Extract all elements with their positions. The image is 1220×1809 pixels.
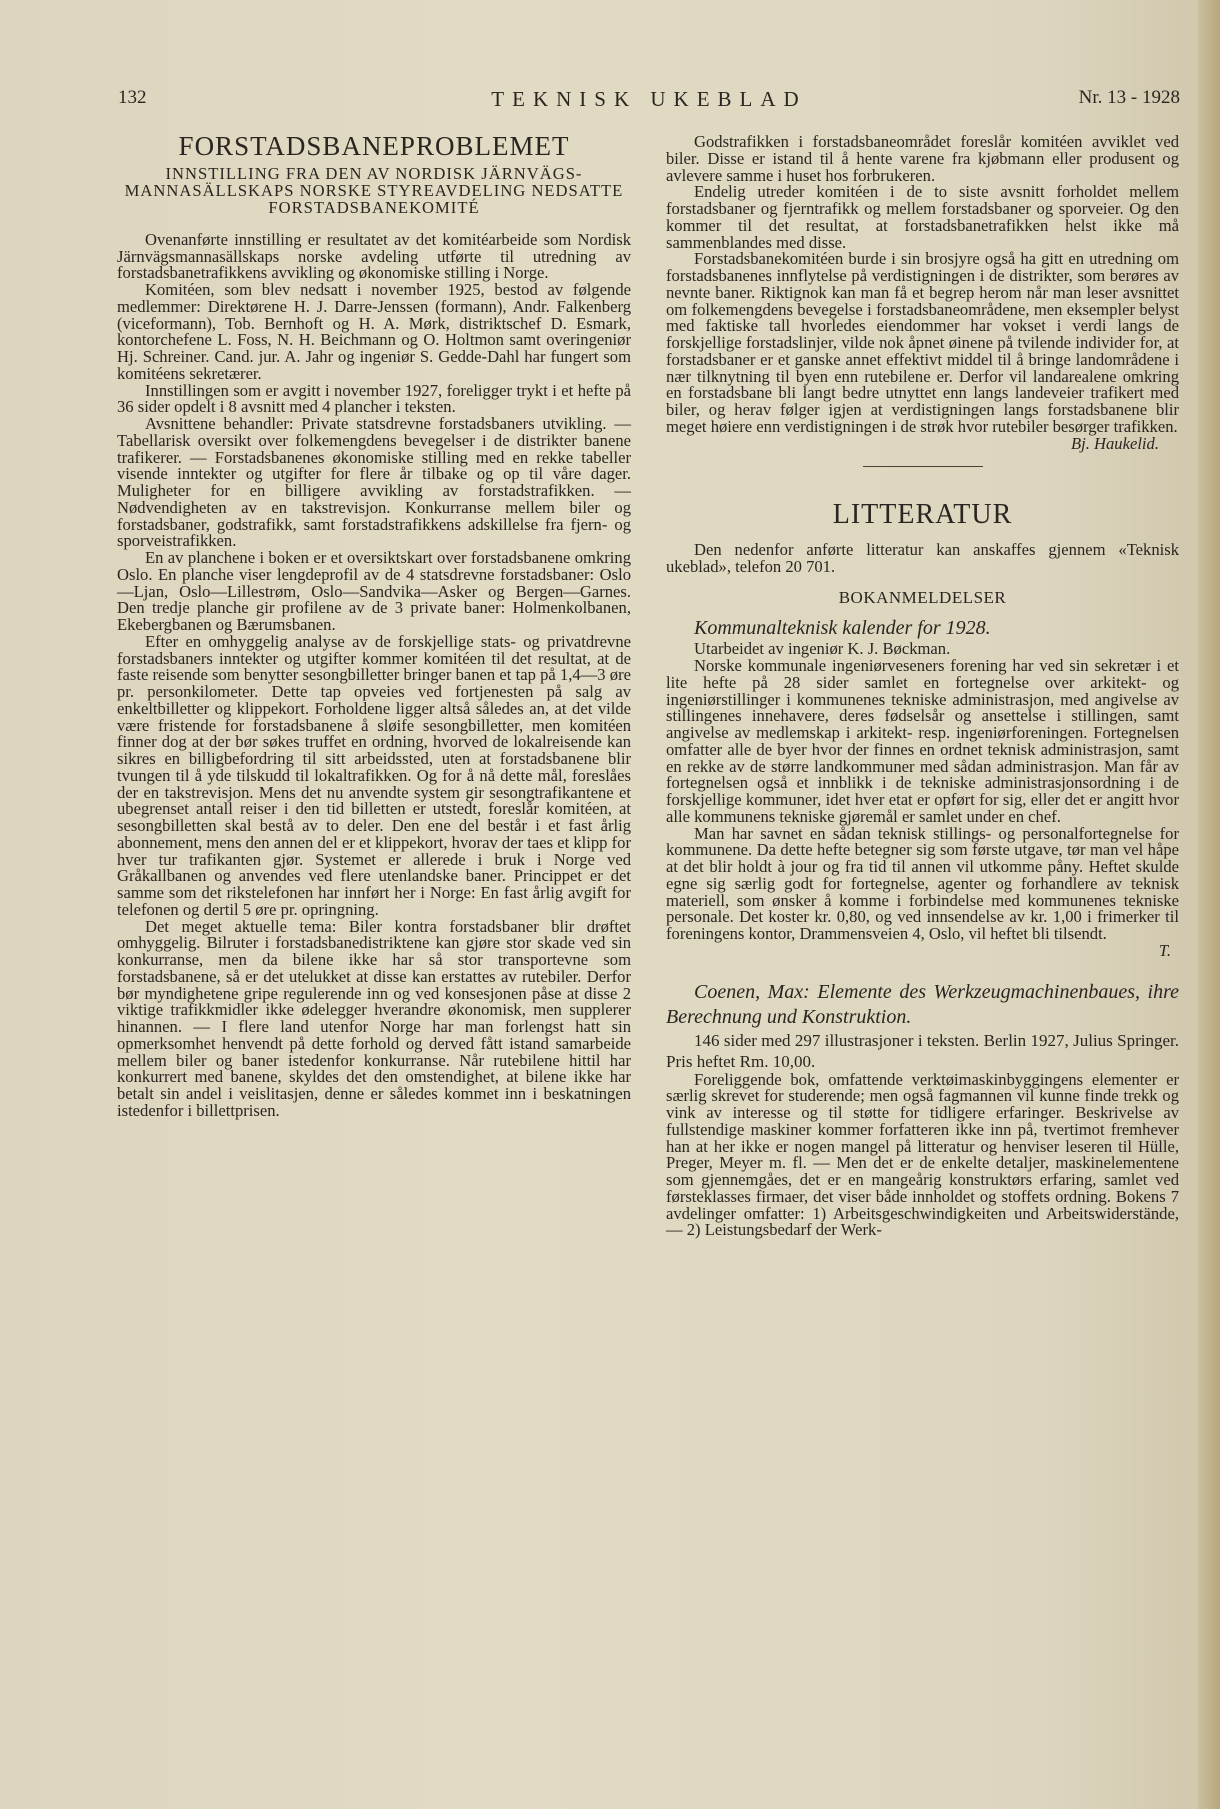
journal-title: TEKNISK UKEBLAD xyxy=(491,87,807,111)
article-paragraph: Innstillingen som er avgitt i november 1927, foreligger trykt i et hefte på 36 sider opdelt i 8 avsnitt med 4 plancher i teksten. xyxy=(117,380,631,417)
review-paragraph: Man har savnet en sådan teknisk stillings- og personalfortegnelse for kommunene. Da dette hefte betegner sig som første utgave, tør man vel håpe at det blir holdt à jour og fra tid til annen vil utkomme påny. Heftet skulde egne sig særlig godt for fortegnelse, agenter og forhandlere av teknisk materiell, som ønsker å komme i forbindelse med kommunenes tekniske personale. Det koster kr. 0,80, og ved innsendelse av kr. 1,00 i frimerker til foreningens kontor, Drammensveien 4, Oslo, vil heftet bli tilsendt. xyxy=(666,823,1179,943)
page-number: 132 xyxy=(118,87,147,108)
article-paragraph: En av planchene i boken er et oversiktskart over forstadsbanene omkring Oslo. En planche viser lengdeprofil av de 4 statsdrevne forstadsbaner: Oslo—Ljan, Oslo—Lillestrøm, Oslo—Sandvika—Asker og Bergen—Garnes. Den tredje planche gir profilene av de 3 private baner: Holmenkolbanen, Ekebergbanen og Bærumsbanen. xyxy=(117,548,631,634)
section-divider xyxy=(863,466,983,467)
page-header xyxy=(118,87,1180,117)
article-subtitle: INNSTILLING FRA DEN AV NORDISK JÄRNVÄGS-MANNASÄLLSKAPS NORSKE STYREAVDELING NEDSATTE FORSTADSBANEKOMITÉ xyxy=(124,163,624,217)
right-column xyxy=(666,134,1179,1239)
article-paragraph: Efter en omhyggelig analyse av de forskjellige stats- og privatdrevne forstadsbaners inntekter og utgifter kommer komitéen til det resultat, at de faste reisende som benytter sesongbilletter bringer banen et tap på 1,4—3 øre pr. personkilometer. Dette tap opveies ved fortjenesten på salg av enkeltbilletter og klippekort. Forholdene ligger altså således an, at det vilde være fristende for forstadsbanene å sløife sesongbilletter, men komitéen finner dog at der bør søkes truffet en ordning, hvorved de lokalreisende kan sikres en billigbefordring til sitt arbeidssted, uten at forstadsbanene blir tvungen til å yde tilskudd til lokaltrafikken. Og for å nå dette mål, foreslåes der en takstrevisjon. Mens det nu anvendte system gir sesongtrafikantene et ubegrenset antall reiser i den tid billetten er utstedt, foreslår komitéen, at sesongbilletten skal bestå av to deler. Den ene del består i et fast årlig abonnement, mens den annen del er et klippekort, hvorav der taes et klipp for hver tur trafikanten gjør. Systemet er allerede i bruk i Norge ved Gråkallbanen og anvendes ved flere utenlandske baner. Princippet er det samme som det rikstelefonen har innført her i Norge: En fast årlig avgift for telefonen og dertil 5 øre pr. opringning. xyxy=(117,631,631,919)
review-paragraph: Foreliggende bok, omfattende verktøimaskinbyggingens elementer er særlig skrevet for studerende; men også fagmannen vil kunne finde trekk og vink av interesse og til støtte for tidligere erfaringer. Beskrivelse av fullstendige maskiner kommer forfatteren ikke inn på, tvertimot fremhever han at her ikke er nogen mangel på litteratur og henviser leseren til Hülle, Preger, Meyer m. fl. — Men det er de enkelte detaljer, maskinelementene som gjennemgåes, det er en mangeårig konstruktørs erfaring, samlet ved førsteklasses firmaer, det viser både innholdet og stoffets ordning. Bokens 7 avdelinger omfatter: 1) Arbeitsgeschwindigkeiten und Arbeitswiderstände, — 2) Leistungsbedarf der Werk- xyxy=(666,1069,1179,1240)
book-meta: Utarbeidet av ingeniør K. J. Bøckman. xyxy=(694,639,951,659)
article-paragraph: Ovenanførte innstilling er resultatet av det komitéarbeide som Nordisk Järnvägsmannasällskaps norske avdeling utførte til utredning av forstadsbanetrafikkens avvikling og økonomiske stilling i Norge. xyxy=(117,229,631,283)
book-title: Coenen, Max: Elemente des Werkzeugmachinenbaues, ihre Berechnung und Konstruktion. xyxy=(666,980,1179,1028)
literature-title: LITTERATUR xyxy=(832,499,1013,531)
article-signature: Bj. Haukelid. xyxy=(1070,433,1159,453)
article-paragraph: Det meget aktuelle tema: Biler kontra forstadsbaner blir drøftet omhyggelig. Bilruter i forstadsbanedistriktene kan gjøre stor skade ved sin konkurranse, men da bilene ikke har så stor transportevne som forstadsbanene, så er det utelukket at disse kan erstattes av rutebiler. Derfor bør myndighetene gripe regulerende inn og ved konsesjonen påse at disse 2 viktige trafikkmidler ikke ødelegger hverandre økonomisk, men supplerer hinannen. — I flere land utenfor Norge har man forlengst hatt sin opmerksomhet henvendt på dette forhold og derved fått istand samarbeide mellem biler og baner istedenfor konkurranse. Når rutebilene hittil har konkurrert med banene, skyldes det den omstendighet, at bilene ikke har betalt sin andel i veislitasjen, denne er således kommet inn i beskatningen istedenfor i billettprisen. xyxy=(117,916,631,1120)
article-paragraph: Godstrafikken i forstadsbaneområdet foreslår komitéen avviklet ved biler. Disse er istand til å hente varene fra kjøbmann eller produsent og avlevere samme i huset hos forbrukeren. xyxy=(666,132,1179,185)
review-signature: T. xyxy=(1158,940,1171,960)
article-paragraph: Forstadsbanekomitéen burde i sin brosjyre også ha gitt en utredning om forstadsbanenes innflytelse på verdistigningen i de distrikter, som berøres av nevnte baner. Riktignok kan man få et begrep herom når man leser avsnittet om folkemengdens bevegelse i forstadsbaneområdene, men eksempler belyst med faktiske tall hvorledes eiendommer har vokset i verdi langs de forskjellige forstadslinjer, vilde nok åpnet øinene på tvilende individer for, at forstadsbaner er et ganske annet effektivt middel til å bringe landområdene i nær tilknytning til byen enn rutebilene er. Derfor vil landarealene omkring en forstadsbane bli langt bedre utnyttet enn langs landeveier trafikert med biler, og herav følger igjen at verdistigningen langs forstadsbanene blir meget høiere enn verdistigningen i de strøk hvor rutebiler besørger trafikken. xyxy=(666,249,1179,436)
literature-intro: Den nedenfor anførte litteratur kan anskaffes gjennem «Teknisk ukeblad», telefon 20 701. xyxy=(666,540,1179,576)
book-title: Kommunalteknisk kalender for 1928. xyxy=(694,617,991,640)
issue-label: Nr. 13 - 1928 xyxy=(1078,87,1180,108)
article-paragraph: Avsnittene behandler: Private statsdrevne forstadsbaners utvikling. — Tabellarisk oversikt over folkemengdens bevegelser i de distrikter banene trafikerer. — Forstadsbanenes økonomiske stilling med en rekke tabeller visende inntekter og utgifter for flere år tilbake og op til våre dager. Muligheter for en billigere avvikling av forstadstrafikken. — Nødvendigheten av en takstrevisjon. Konkurranse mellem biler og forstadsbaner, godstrafikk, samt forstadstrafikkens adskillelse fra fjern- og sporveistrafikken. xyxy=(117,414,631,551)
article-paragraph: Endelig utreder komitéen i de to siste avsnitt forholdet mellem forstadsbaner og fjerntrafikk og mellem forstadsbaner og sporveier. Og den kommer til det resultat, at forstadsbanetrafikken helst ikke må sammenblandes med disse. xyxy=(666,182,1179,252)
review-paragraph: Norske kommunale ingeniørveseners forening har ved sin sekretær i et lite hefte på 28 sider samlet en fortegnelse over arkitekt- og ingeniørstillinger i kommunenes tekniske administrasjon, med angivelse av stillingenes innehavere, deres fødselsår og ansettelse i stillingen, samt angivelse av medlemskap i arkitekt- resp. ingeniørforeningen. Fortegnelsen omfatter alle de byer hvor der finnes en ordnet teknisk administrasjon, samt en rekke av de større landkommuner med sådan administrasjon. Man får av fortegnelsen også et innblikk i de tekniske administrasjonsordning i de forskjellige kommuner, idet hver etat er opført for sig, eller det er angitt hvor alle kommunens tekniske gjøremål er samlet under en chef. xyxy=(666,656,1179,826)
reviews-heading: BOKANMELDELSER xyxy=(838,587,1007,607)
page-edge xyxy=(1198,0,1220,1809)
book-meta: 146 sider med 297 illustrasjoner i teksten. Berlin 1927, Julius Springer. Pris heftet Rm. 10,00. xyxy=(666,1030,1179,1071)
article-paragraph: Komitéen, som blev nedsatt i november 1925, bestod av følgende medlemmer: Direktørene H. J. Darre-Jenssen (formann), Andr. Falkenberg (viceformann), Tob. Bernhoft og H. A. Mørk, distriktschef D. Esmark, kontorchefene L. Foss, N. H. Beichmann og O. Holtmon samt overingeniør Hj. Schreiner. Cand. jur. A. Jahr og ingeniør S. Gedde-Dahl har fungert som komitéens sekretærer. xyxy=(117,280,631,383)
article-title: FORSTADSBANEPROBLEMET xyxy=(178,131,570,161)
left-column xyxy=(117,131,631,1120)
